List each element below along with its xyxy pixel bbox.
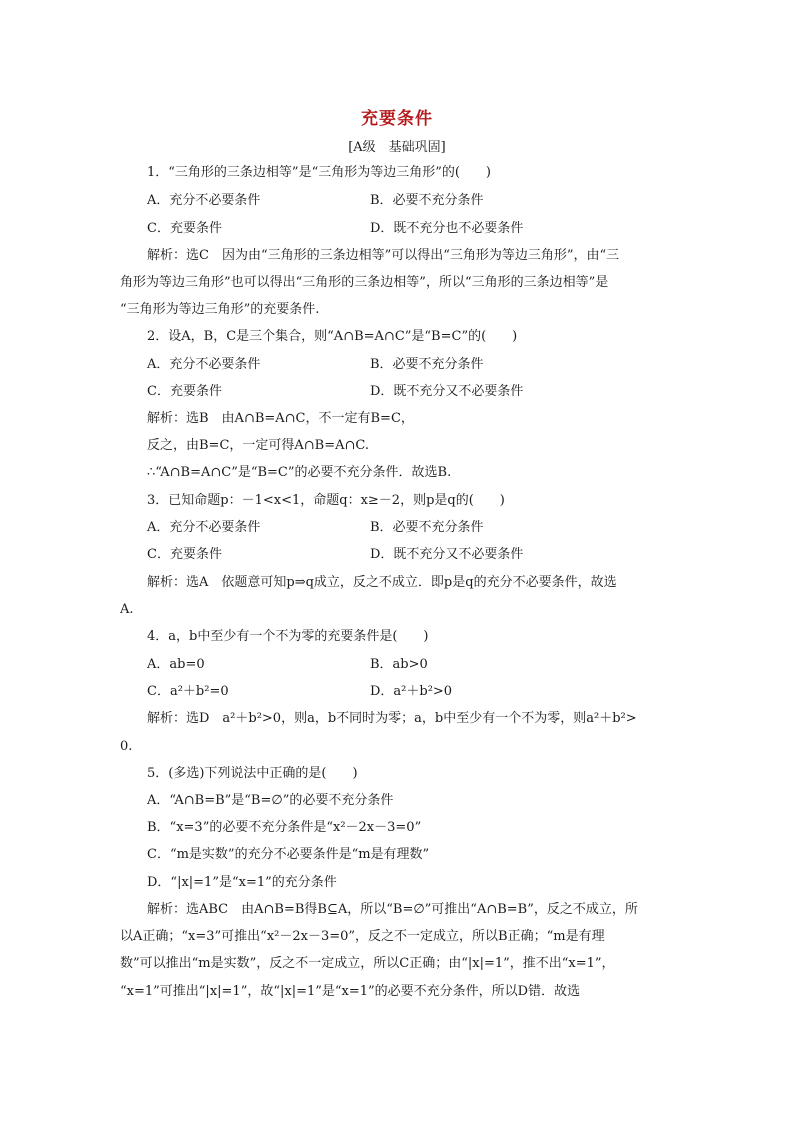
q5-option-d: D．“|x|=1”是“x=1”的充分条件	[147, 875, 337, 890]
q2-option-a: A．充分不必要条件	[147, 357, 261, 372]
q1-option-b: B．必要不充分条件	[370, 193, 484, 208]
q4-stem: 4．a，b中至少有一个不为零的充要条件是( )	[147, 629, 429, 644]
q5-analysis-line2: 以A正确；“x=3”可推出“x²－2x－3=0”，反之不一定成立，所以B正确；“m是有理	[120, 929, 605, 944]
q4-analysis-line2: 0.	[120, 739, 133, 754]
q2-analysis-line3: ∴“A∩B=A∩C”是“B=C”的必要不充分条件．故选B.	[147, 465, 452, 480]
q3-option-a: A．充分不必要条件	[147, 520, 261, 535]
q1-stem: 1．“三角形的三条边相等”是“三角形为等边三角形”的( )	[147, 165, 491, 180]
q1-option-a: A．充分不必要条件	[147, 193, 261, 208]
q2-analysis-line1: 解析：选B 由A∩B=A∩C，不一定有B=C，	[147, 411, 414, 426]
q4-option-d: D．a²＋b²>0	[370, 684, 453, 699]
q2-stem: 2．设A，B，C是三个集合，则“A∩B=A∩C”是“B=C”的( )	[147, 329, 518, 344]
q2-option-b: B．必要不充分条件	[370, 357, 484, 372]
q4-option-b: B．ab>0	[370, 657, 428, 672]
q5-stem: 5．(多选)下列说法中正确的是( )	[147, 766, 358, 781]
q5-option-a: A．“A∩B=B”是“B=∅”的必要不充分条件	[147, 793, 394, 808]
q5-analysis-line3: 数”可以推出“m是实数”，反之不一定成立，所以C正确；由“|x|=1”，推不出“x=1”，	[120, 956, 615, 971]
section-level: [A级 基础巩固]	[348, 140, 446, 155]
q2-option-c: C．充要条件	[147, 384, 222, 399]
q5-analysis-line4: “x=1”可推出“|x|=1”，故“|x|=1”是“x=1”的必要不充分条件，所以D错．故选	[120, 984, 581, 999]
q5-option-b: B．“x=3”的必要不充分条件是“x²－2x－3=0”	[147, 820, 422, 835]
q4-option-a: A．ab=0	[147, 657, 205, 672]
page-title: 充要条件	[361, 109, 433, 129]
q2-analysis-line2: 反之，由B=C，一定可得A∩B=A∩C.	[147, 438, 370, 453]
q3-analysis-line1: 解析：选A 依题意可知p⇒q成立，反之不成立．即p是q的充分不必要条件，故选	[147, 575, 617, 590]
q3-option-c: C．充要条件	[147, 547, 222, 562]
q5-option-c: C．“m是实数”的充分不必要条件是“m是有理数”	[147, 847, 430, 862]
q3-analysis-line2: A.	[120, 602, 134, 617]
q1-option-c: C．充要条件	[147, 221, 222, 236]
q4-option-c: C．a²＋b²=0	[147, 684, 229, 699]
q1-option-d: D．既不充分也不必要条件	[370, 221, 524, 236]
q3-option-d: D．既不充分又不必要条件	[370, 547, 524, 562]
q4-analysis-line1: 解析：选D a²＋b²>0，则a，b不同时为零；a，b中至少有一个不为零，则a²＋b²>	[147, 711, 637, 726]
q2-option-d: D．既不充分又不必要条件	[370, 384, 524, 399]
q1-analysis-line1: 解析：选C 因为由“三角形的三条边相等”可以得出“三角形为等边三角形”，由“三	[147, 248, 620, 263]
q1-analysis-line3: “三角形为等边三角形”的充要条件.	[120, 302, 320, 317]
q1-analysis-line2: 角形为等边三角形”也可以得出“三角形的三条边相等”，所以“三角形的三条边相等”是	[120, 275, 609, 290]
q3-option-b: B．必要不充分条件	[370, 520, 484, 535]
q3-stem: 3．已知命题p：－1<x<1，命题q：x≥－2，则p是q的( )	[147, 493, 505, 508]
q5-analysis-line1: 解析：选ABC 由A∩B=B得B⊆A，所以“B=∅”可推出“A∩B=B”，反之不成立，所	[147, 902, 638, 917]
